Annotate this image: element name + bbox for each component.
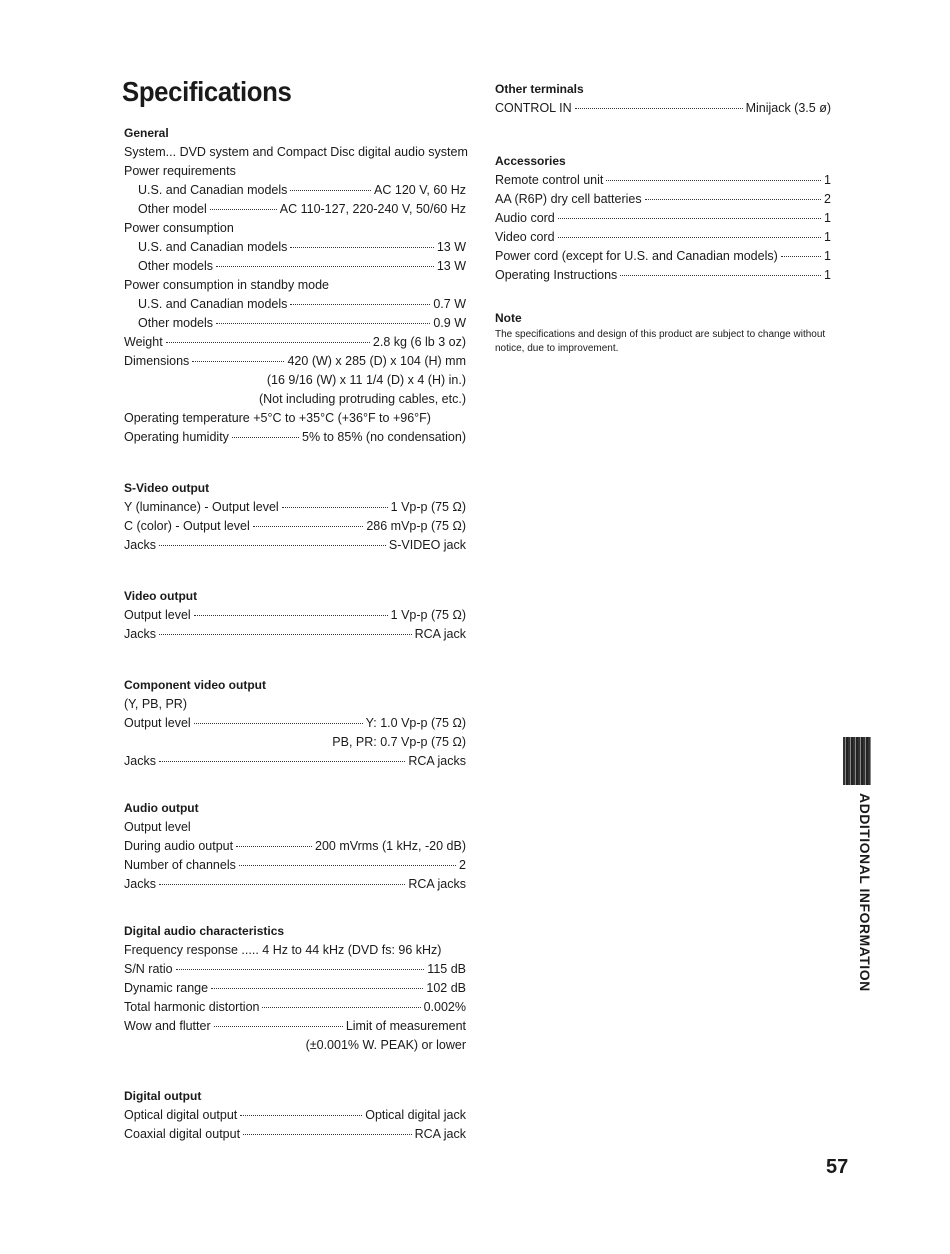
spec-row (124, 181, 466, 200)
leader-dots (214, 1015, 343, 1027)
leader-dots (290, 293, 430, 305)
spec-value: RCA jack (414, 1127, 466, 1141)
spec-label: Number of channels (124, 858, 236, 872)
accessory-qty: 1 (824, 230, 831, 244)
leader-dots (290, 179, 371, 191)
leader-dots (290, 236, 433, 248)
spec-label: Total harmonic distortion (124, 1000, 260, 1014)
spec-label: Dynamic range (124, 981, 209, 995)
leader-dots (216, 255, 434, 267)
leader-dots (176, 958, 425, 970)
spec-row (124, 875, 466, 894)
spec-value: AC 120 V, 60 Hz (374, 183, 466, 197)
spec-value: 5% to 85% (no condensation) (302, 430, 466, 444)
accessory-qty: 1 (824, 211, 831, 225)
spec-label: Wow and flutter (124, 1019, 211, 1033)
spec-value: Optical digital jack (365, 1108, 466, 1122)
spec-label: Coaxial digital output (124, 1127, 241, 1141)
general-section (124, 124, 466, 447)
spec-value: 420 (W) x 285 (D) x 104 (H) mm (287, 354, 466, 368)
spec-line: Power consumption in standby mode (124, 278, 329, 292)
spec-label: S/N ratio (124, 962, 173, 976)
spec-row (124, 200, 466, 219)
spec-continuation: (16 9/16 (W) x 11 1/4 (D) x 4 (H) in.) (266, 373, 466, 387)
spec-label: Jacks (124, 627, 156, 641)
spec-line: Output level (124, 820, 191, 834)
leader-dots (781, 245, 821, 257)
section-tab-marker (843, 737, 871, 785)
other-terminals-section (495, 80, 831, 118)
spec-row (124, 625, 466, 644)
accessory-label: Video cord (495, 230, 555, 244)
leader-dots (575, 97, 743, 109)
leader-dots (192, 350, 284, 362)
left-column (124, 124, 466, 1144)
leader-dots (159, 623, 412, 635)
spec-value: 13 W (436, 259, 466, 273)
leader-dots (240, 1104, 362, 1116)
spec-row (124, 1017, 466, 1036)
spec-label: U.S. and Canadian models (138, 240, 288, 254)
spec-value: AC 110-127, 220-240 V, 50/60 Hz (279, 202, 466, 216)
section-heading: Other terminals (495, 82, 584, 96)
leader-dots (253, 515, 364, 527)
spec-value: 2.8 kg (6 lb 3 oz) (372, 335, 466, 349)
spec-label: Jacks (124, 754, 156, 768)
section-heading: Audio output (124, 801, 199, 815)
leader-dots (262, 996, 420, 1008)
leader-dots (243, 1123, 412, 1135)
accessory-row (495, 266, 831, 285)
leader-dots (236, 835, 312, 847)
spec-line: (Y, PB, PR) (124, 697, 187, 711)
leader-dots (159, 750, 405, 762)
svideo-section (124, 479, 466, 555)
leader-dots (645, 188, 821, 200)
spec-continuation: (±0.001% W. PEAK) or lower (305, 1038, 466, 1052)
spec-row (124, 333, 466, 352)
spec-continuation: PB, PR: 0.7 Vp-p (75 Ω) (332, 735, 466, 749)
leader-dots (166, 331, 370, 343)
spec-line: Frequency response ..... 4 Hz to 44 kHz (DVD fs: 96 kHz) (124, 943, 442, 957)
spec-line: Operating temperature +5°C to +35°C (+36°F to +96°F) (124, 411, 431, 425)
accessories-section (495, 152, 831, 285)
page-number: 57 (826, 1156, 849, 1178)
digital-output-section (124, 1087, 466, 1144)
spec-row (124, 752, 466, 771)
note-section (495, 309, 831, 356)
spec-value: 2 (459, 858, 466, 872)
spec-row (124, 714, 466, 733)
spec-label: U.S. and Canadian models (138, 297, 288, 311)
spec-value: 0.7 W (433, 297, 466, 311)
section-heading: Accessories (495, 154, 566, 168)
spec-row (124, 257, 466, 276)
spec-row (124, 352, 466, 371)
spec-value: Minijack (3.5 ø) (745, 101, 831, 115)
spec-label: Other model (138, 202, 207, 216)
leader-dots (620, 264, 821, 276)
spec-value: 1 Vp-p (75 Ω) (390, 500, 466, 514)
accessory-label: Operating Instructions (495, 268, 618, 282)
leader-dots (216, 312, 430, 324)
section-heading: Digital output (124, 1089, 202, 1103)
section-heading: S-Video output (124, 481, 210, 495)
accessory-label: Power cord (except for U.S. and Canadian models) (495, 249, 778, 263)
leader-dots (239, 854, 456, 866)
section-heading: Digital audio characteristics (124, 924, 285, 938)
video-section (124, 587, 466, 644)
leader-dots (211, 977, 423, 989)
leader-dots (194, 712, 363, 724)
spec-row (124, 536, 466, 555)
spec-label: Output level (124, 608, 191, 622)
page-title: Specifications (122, 76, 292, 107)
spec-value: 115 dB (427, 962, 466, 976)
spec-row (124, 428, 466, 447)
leader-dots (282, 496, 388, 508)
spec-row (124, 1125, 466, 1144)
accessory-qty: 1 (824, 173, 831, 187)
leader-dots (159, 873, 405, 885)
spec-label: Jacks (124, 877, 156, 891)
leader-dots (606, 169, 821, 181)
spec-label: Output level (124, 716, 191, 730)
accessory-label: Remote control unit (495, 173, 604, 187)
section-heading: Video output (124, 589, 198, 603)
spec-value: 102 dB (426, 981, 466, 995)
section-heading: Component video output (124, 678, 266, 692)
spec-value: Limit of measurement (345, 1019, 466, 1033)
accessory-qty: 2 (824, 192, 831, 206)
accessory-label: Audio cord (495, 211, 555, 225)
spec-label: Jacks (124, 538, 156, 552)
spec-value: 13 W (436, 240, 466, 254)
accessory-qty: 1 (824, 268, 831, 282)
spec-line: Power consumption (124, 221, 234, 235)
leader-dots (210, 198, 277, 210)
side-tab-label: ADDITIONAL INFORMATION (857, 793, 873, 992)
spec-value: RCA jack (414, 627, 466, 641)
spec-label: Other models (138, 316, 214, 330)
spec-line: System... DVD system and Compact Disc digital audio system (124, 145, 468, 159)
note-text: The specifications and design of this product are subject to change without notice, due to improvement. (495, 329, 826, 354)
leader-dots (232, 426, 299, 438)
component-section (124, 676, 466, 771)
spec-label: Operating humidity (124, 430, 229, 444)
leader-dots (558, 226, 822, 238)
spec-value: Y: 1.0 Vp-p (75 Ω) (365, 716, 466, 730)
accessory-qty: 1 (824, 249, 831, 263)
spec-value: 200 mVrms (1 kHz, -20 dB) (315, 839, 466, 853)
leader-dots (159, 534, 386, 546)
spec-label: During audio output (124, 839, 234, 853)
leader-dots (194, 604, 388, 616)
spec-label: CONTROL IN (495, 101, 572, 115)
spec-label: U.S. and Canadian models (138, 183, 288, 197)
spec-label: Weight (124, 335, 163, 349)
digital-audio-section (124, 922, 466, 1055)
spec-value: 0.9 W (433, 316, 466, 330)
spec-label: Dimensions (124, 354, 190, 368)
spec-label: C (color) - Output level (124, 519, 250, 533)
spec-continuation: (Not including protruding cables, etc.) (258, 392, 466, 406)
spec-line: Power requirements (124, 164, 236, 178)
right-column (495, 80, 831, 356)
spec-row (495, 99, 831, 118)
leader-dots (558, 207, 821, 219)
note-heading: Note (495, 311, 522, 325)
spec-value: S-VIDEO jack (388, 538, 466, 552)
spec-label: Other models (138, 259, 214, 273)
spec-value: RCA jacks (408, 877, 466, 891)
audio-section (124, 799, 466, 894)
section-heading: General (124, 126, 169, 140)
spec-label: Optical digital output (124, 1108, 238, 1122)
spec-value: 286 mVp-p (75 Ω) (366, 519, 466, 533)
spec-value: 1 Vp-p (75 Ω) (390, 608, 466, 622)
accessory-label: AA (R6P) dry cell batteries (495, 192, 642, 206)
spec-label: Y (luminance) - Output level (124, 500, 279, 514)
spec-value: 0.002% (423, 1000, 466, 1014)
spec-value: RCA jacks (408, 754, 466, 768)
